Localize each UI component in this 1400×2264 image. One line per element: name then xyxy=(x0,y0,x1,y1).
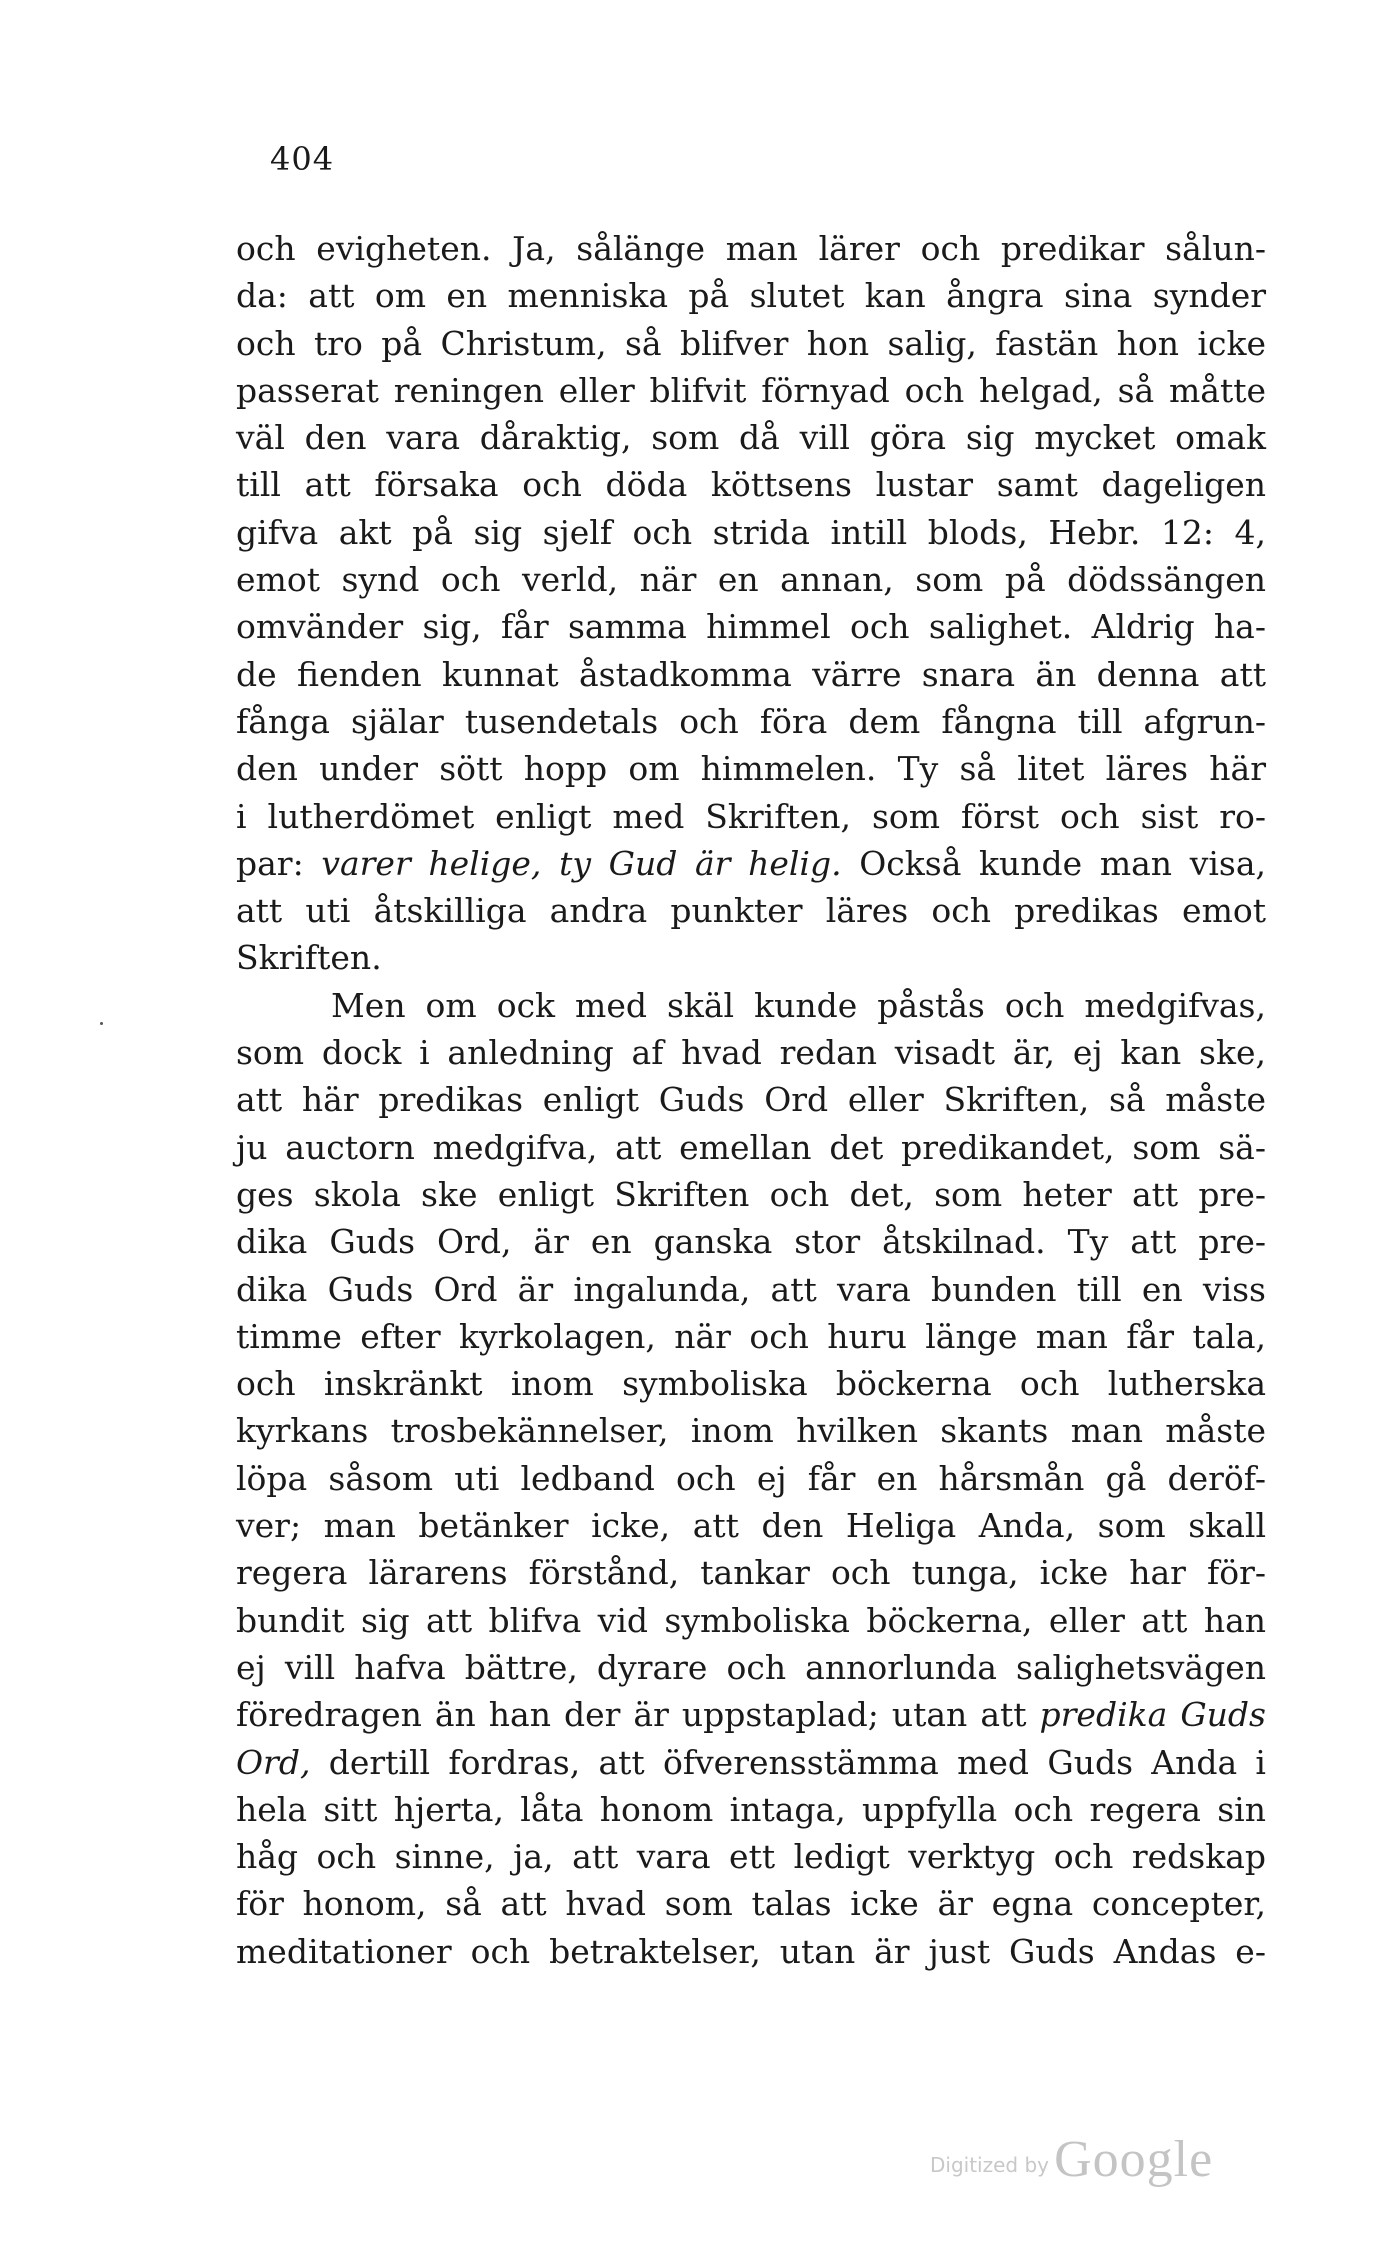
text-line: för honom, så att hvad som talas icke är egna concepter, xyxy=(236,1884,1266,1924)
text-segment: föredragen än han der är uppstaplad; utan att xyxy=(236,1695,1040,1735)
text-line: att uti åtskilliga andra punkter läres och predikas emot xyxy=(236,891,1266,931)
text-line: hela sitt hjerta, låta honom intaga, uppfylla och regera sin xyxy=(236,1789,1266,1829)
body-text xyxy=(236,225,1266,1975)
text-line: Men om ock med skäl kunde påstås och medgifvas, xyxy=(331,985,1266,1025)
digitized-watermark xyxy=(930,2130,1213,2189)
margin-mark xyxy=(100,1022,103,1025)
text-line: timme efter kyrkolagen, när och huru länge man får tala, xyxy=(236,1316,1266,1356)
text-line-with-italic xyxy=(236,1739,1266,1786)
watermark-prefix: Digitized by xyxy=(930,2153,1049,2177)
italic-phrase: Ord, xyxy=(236,1742,311,1782)
text-line: fånga själar tusendetals och föra dem fångna till afgrun- xyxy=(236,701,1266,741)
text-line: regera lärarens förstånd, tankar och tunga, icke har för- xyxy=(236,1553,1266,1593)
text-line: ej vill hafva bättre, dyrare och annorlunda salighetsvägen xyxy=(236,1647,1266,1687)
text-line: omvänder sig, får samma himmel och salighet. Aldrig ha- xyxy=(236,607,1266,647)
text-line: bundit sig att blifva vid symboliska böckerna, eller att han xyxy=(236,1600,1266,1640)
page-number: 404 xyxy=(270,140,335,178)
text-line: emot synd och verld, när en annan, som på dödssängen xyxy=(236,560,1266,600)
text-segment: Också kunde man visa, xyxy=(841,843,1267,883)
text-line-with-italic xyxy=(236,840,1266,887)
text-line: dika Guds Ord är ingalunda, att vara bunden till en viss xyxy=(236,1269,1266,1309)
text-line: och evigheten. Ja, sålänge man lärer och predikar sålun- xyxy=(236,229,1266,268)
italic-phrase: predika Guds xyxy=(1039,1695,1266,1735)
text-line: kyrkans trosbekännelser, inom hvilken skants man måste xyxy=(236,1411,1266,1451)
text-line: till att försaka och döda köttsens lustar samt dageligen xyxy=(236,465,1266,505)
text-line: att här predikas enligt Guds Ord eller Skriften, så måste xyxy=(236,1080,1266,1120)
text-line: de fienden kunnat åstadkomma värre snara än denna att xyxy=(236,654,1266,694)
text-line: väl den vara dåraktig, som då vill göra sig mycket omak xyxy=(236,418,1266,458)
italic-quote: varer helige, ty Gud är helig. xyxy=(321,843,842,883)
text-segment: dertill fordras, att öfverensstämma med Guds Anda i xyxy=(310,1742,1266,1782)
text-line: i lutherdömet enligt med Skriften, som först och sist ro- xyxy=(236,796,1266,836)
text-line-with-italic xyxy=(236,1691,1266,1738)
text-segment: par: xyxy=(236,843,322,883)
text-line: som dock i anledning af hvad redan visadt är, ej kan ske, xyxy=(236,1033,1266,1073)
text-line: löpa såsom uti ledband och ej får en hårsmån gå deröf- xyxy=(236,1458,1266,1498)
text-line: da: att om en menniska på slutet kan ångra sina synder xyxy=(236,276,1266,316)
paragraph-2 xyxy=(236,982,1266,1975)
text-line: dika Guds Ord, är en ganska stor åtskilnad. Ty att pre- xyxy=(236,1222,1266,1262)
text-line: ges skola ske enligt Skriften och det, som heter att pre- xyxy=(236,1174,1266,1214)
text-line: håg och sinne, ja, att vara ett ledigt verktyg och redskap xyxy=(236,1837,1266,1877)
google-logo: Google xyxy=(1054,2131,1214,2188)
text-line: och inskränkt inom symboliska böckerna och lutherska xyxy=(236,1364,1266,1404)
text-line: gifva akt på sig sjelf och strida intill blods, Hebr. 12: 4, xyxy=(236,512,1266,552)
text-line: Skriften. xyxy=(236,938,382,978)
text-line: ver; man betänker icke, att den Heliga Anda, som skall xyxy=(236,1506,1266,1546)
paragraph-1 xyxy=(236,225,1266,982)
text-line: och tro på Christum, så blifver hon salig, fastän hon icke xyxy=(236,323,1266,363)
text-line: passerat reningen eller blifvit förnyad och helgad, så måtte xyxy=(236,370,1266,410)
text-line: ju auctorn medgifva, att emellan det predikandet, som sä- xyxy=(236,1127,1266,1167)
text-line: meditationer och betraktelser, utan är just Guds Andas e- xyxy=(236,1931,1266,1971)
text-line: den under sött hopp om himmelen. Ty så litet läres här xyxy=(236,749,1266,789)
